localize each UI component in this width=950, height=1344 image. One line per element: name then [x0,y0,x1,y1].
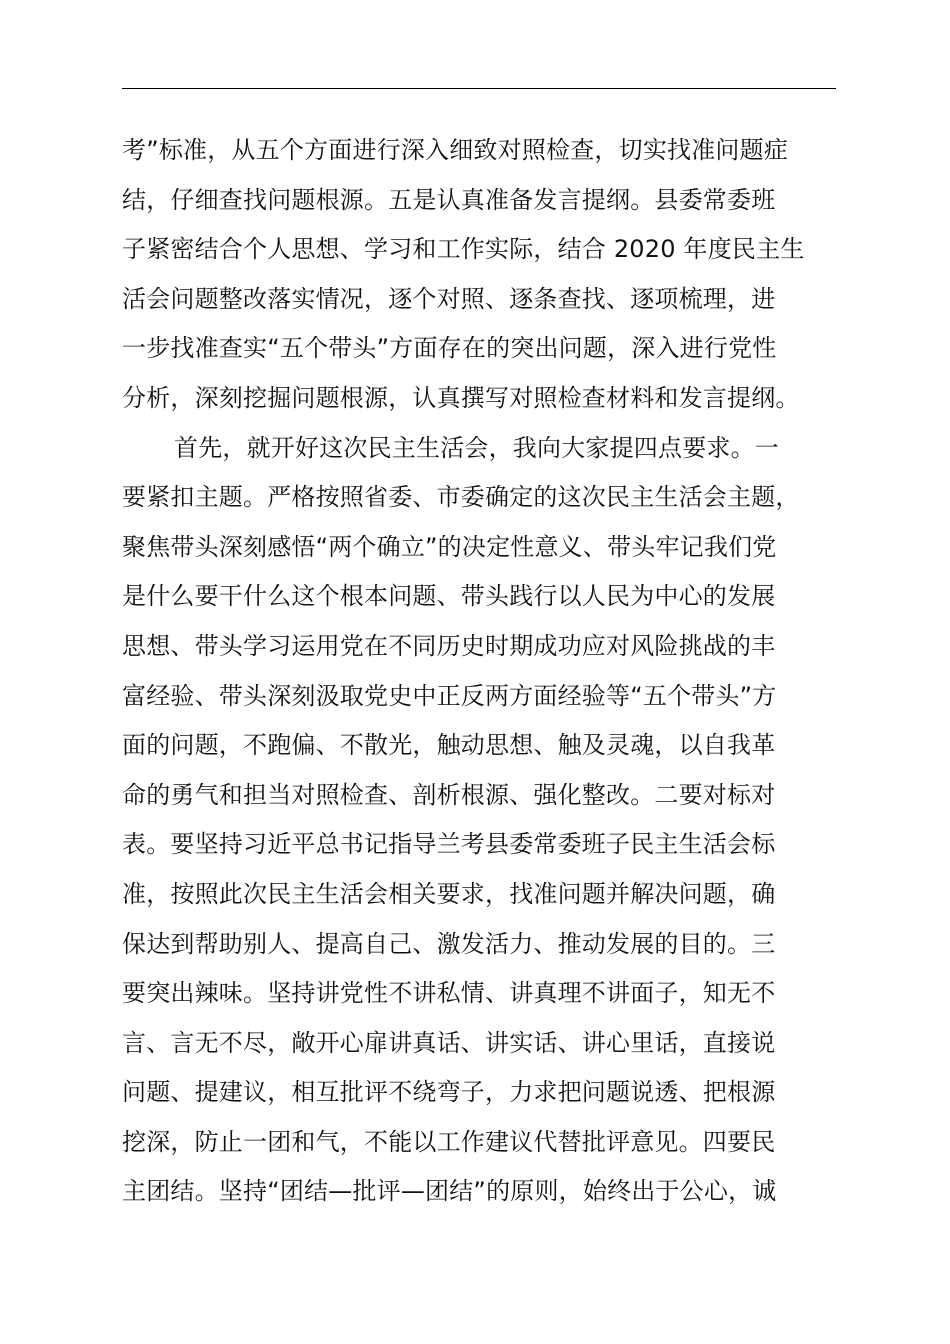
text-line: 考”标准，从五个方面进行深入细致对照检查，切实找准问题症 [122,136,789,164]
text-line: 一步找准查实“五个带头”方面存在的突出问题，深入进行党性 [122,334,777,363]
text-line: 聚焦带头深刻感悟“两个确立”的决定性意义、带头牢记我们党 [122,532,777,561]
text-line: 活会问题整改落实情况，逐个对照、逐条查找、逐项梳理，进 [122,284,776,313]
text-line: 主团结。坚持“团结—批评—团结”的原则，始终出于公心，诚 [122,1177,777,1206]
text-line: 要突出辣味。坚持讲党性不讲私情、讲真理不讲面子，知无不 [122,979,776,1008]
text-line: 富经验、带头深刻汲取党史中正反两方面经验等“五个带头”方 [122,681,777,710]
text-line: 保达到帮助别人、提高自己、激发活力、推动发展的目的。三 [122,929,776,958]
text-line: 挖深，防止一团和气，不能以工作建议代替批评意见。四要民 [122,1127,776,1156]
text-line: 言、言无不尽，敞开心扉讲真话、讲实话、讲心里话，直接说 [122,1028,776,1057]
text-line: 准，按照此次民主生活会相关要求，找准问题并解决问题，确 [122,879,776,908]
text-line: 结，仔细查找问题根源。五是认真准备发言提纲。县委常委班 [122,185,776,214]
text-line: 是什么要干什么这个根本问题、带头践行以人民为中心的发展 [122,582,776,611]
text-line: 要紧扣主题。严格按照省委、市委确定的这次民主生活会主题， [122,483,800,512]
text-line: 表。要坚持习近平总书记指导兰考县委常委班子民主生活会标 [122,830,776,859]
paragraph-first-line: 首先，就开好这次民主生活会，我向大家提四点要求。一 [174,433,779,462]
header-rule [122,88,836,89]
text-line: 子紧密结合个人思想、学习和工作实际，结合 2020 年度民主生 [122,235,805,264]
text-line: 分析，深刻挖掘问题根源，认真撰写对照检查材料和发言提纲。 [122,383,800,412]
document-body [122,126,862,1217]
text-line: 面的问题，不跑偏、不散光，触动思想、触及灵魂，以自我革 [122,731,776,760]
text-line: 思想、带头学习运用党在不同历史时期成功应对风险挑战的丰 [122,631,776,660]
text-line: 命的勇气和担当对照检查、剖析根源、强化整改。二要对标对 [122,780,776,809]
text-line: 问题、提建议，相互批评不绕弯子，力求把问题说透、把根源 [122,1078,776,1107]
